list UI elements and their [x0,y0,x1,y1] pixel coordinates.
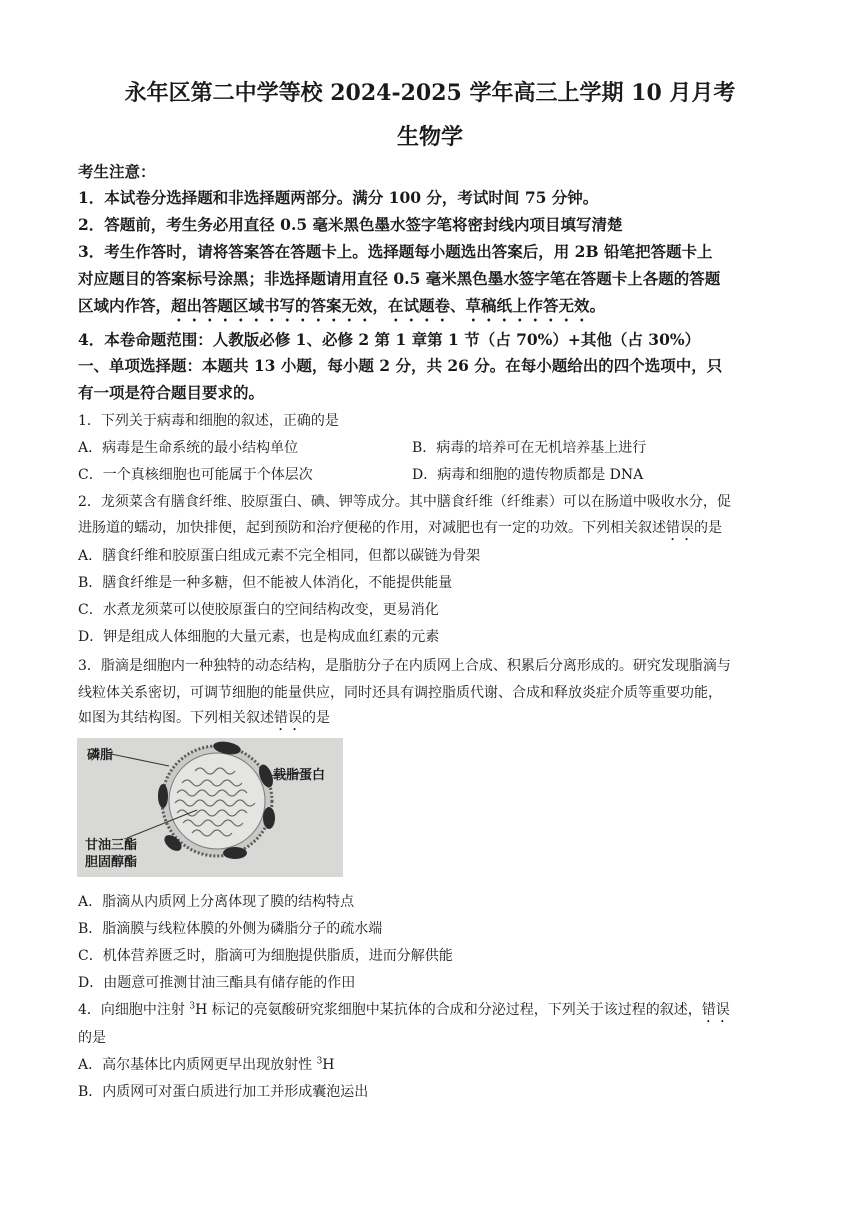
q2-stem-text: 进肠道的蠕动，加快排便，起到预防和治疗便秘的作用，对减肥也有一定的功效。下列相关叙述 [78,520,666,536]
q4-stem-1 [78,999,788,1026]
q3-option-c: C．机体营养匮乏时，脂滴可为细胞提供脂质，进而分解供能 [78,948,453,964]
q2-stem-text: 的是 [694,520,722,536]
q4-stem-text: 4．向细胞中注射 [78,1002,190,1018]
q4-stem-2: 的是 [78,1030,106,1046]
section-heading: 一、单项选择题：本题共 13 小题，每小题 2 分，共 26 分。在每小题给出的四个选项中，只 [78,356,723,375]
q1-option-c: C．一个真核细胞也可能属于个体层次 [78,467,313,483]
q3-stem-text: 如图为其结构图。下列相关叙述 [78,710,274,726]
notice-item-3-end [78,294,788,325]
exam-title: 永年区第二中学等校 2024-2025 学年高三上学期 10 月月考 [124,80,736,106]
notice-item-1: 1．本试卷分选择题和非选择题两部分。满分 100 分，考试时间 75 分钟。 [78,188,599,207]
notice-heading: 考生注意： [78,162,156,181]
notice-text: 区域内作答， [78,296,172,315]
q2-option-a: A．膳食纤维和胶原蛋白组成元素不完全相同，但都以碳链为骨架 [78,548,481,564]
emphasized-text: 超出答题区域书写的答案无效 [171,296,373,315]
q2-option-c: C．水煮龙须菜可以使胶原蛋白的空间结构改变，更易消化 [78,602,439,618]
lipid-droplet-figure [77,738,343,877]
q4-option-b: B．内质网可对蛋白质进行加工并形成囊泡运出 [78,1084,369,1100]
notice-item-3: 3．考生作答时，请将答案答在答题卡上。选择题每小题选出答案后，用 2B 铅笔把答题卡上 [78,242,713,261]
q2-stem-1: 2．龙须菜含有膳食纤维、胶原蛋白、碘、钾等成分。其中膳食纤维（纤维素）可以在肠道中吸收水分，促 [78,494,731,510]
emphasized-text: 错误 [666,520,694,536]
label-phospholipid: 磷脂 [87,748,114,763]
q1-option-b: B．病毒的培养可在无机培养基上进行 [412,440,647,456]
q4-option-a-isotope: H [322,1057,335,1073]
notice-item-4: 4．本卷命题范围：人教版必修 1、必修 2 第 1 章第 1 节（占 70%）+其他（占 30%） [78,330,701,349]
subject-title: 生物学 [396,124,463,150]
q4-option-a-text: A．高尔基体比内质网更早出现放射性 [78,1057,317,1073]
q4-stem-text: H 标记的亮氨酸研究浆细胞中某抗体的合成和分泌过程，下列关于该过程的叙述， [195,1002,702,1018]
emphasized-text: 错误 [701,1002,730,1018]
notice-text: ， [372,296,389,315]
emphasized-text: 错误 [274,710,302,726]
section-heading-cont: 有一项是符合题目要求的。 [78,383,265,402]
notice-item-3-cont: 对应题目的答案标号涂黑；非选择题请用直径 0.5 毫米黑色墨水签字笔在答题卡上各题的答题 [78,269,721,288]
isotope-superscript: 3 [316,1056,323,1067]
isotope-superscript: 3 [189,1001,196,1012]
notice-text: 。 [589,296,606,315]
q3-stem-3 [78,707,788,734]
label-cholesterol-ester: 胆固醇酯 [85,855,138,870]
q1-option-d: D．病毒和细胞的遗传物质都是 DNA [412,467,644,483]
q2-option-d: D．钾是组成人体细胞的大量元素，也是构成血红素的元素 [78,629,440,645]
q3-stem-2: 线粒体关系密切，可调节细胞的能量供应，同时还具有调控脂质代谢、合成和释放炎症介质等重要功能， [78,685,722,701]
q2-stem-2 [78,517,788,544]
q3-option-d: D．由题意可推测甘油三酯具有储存能的作田 [78,975,356,991]
q3-stem-1: 3．脂滴是细胞内一种独特的动态结构，是脂肪分子在内质网上合成、积累后分离形成的。研究发现脂滴与 [78,658,731,674]
label-triglyceride: 甘油三酯 [85,838,138,853]
q4-option-a [78,1054,788,1074]
q2-option-b: B．膳食纤维是一种多糖，但不能被人体消化，不能提供能量 [78,575,453,591]
emphasized-text: 在试题卷、草稿纸上作答无效 [388,296,590,315]
q3-option-a: A．脂滴从内质网上分离体现了膜的结构特点 [78,894,355,910]
q3-stem-text: 的是 [302,710,330,726]
q3-option-b: B．脂滴膜与线粒体膜的外侧为磷脂分子的疏水端 [78,921,383,937]
label-apolipoprotein: 载脂蛋白 [273,768,326,783]
notice-item-2: 2．答题前，考生务必用直径 0.5 毫米黑色墨水签字笔将密封线内项目填写清楚 [78,215,623,234]
q1-option-a: A．病毒是生命系统的最小结构单位 [78,440,299,456]
q1-stem: 1．下列关于病毒和细胞的叙述，正确的是 [78,413,339,429]
